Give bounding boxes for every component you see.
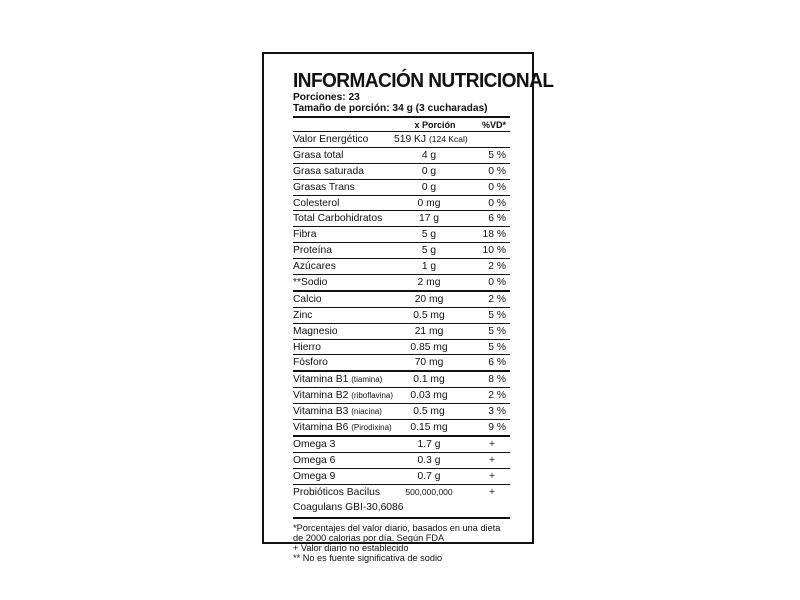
nutrient-name: [293, 227, 394, 243]
nutrient-dv: 18 %: [464, 227, 510, 243]
nutrient-table: [293, 131, 510, 516]
nutrient-row: [293, 307, 510, 323]
nutrient-note: (riboflavina): [351, 391, 394, 401]
nutrient-name-text: Proteína: [293, 245, 332, 257]
main-nutrient-rows: [293, 147, 510, 291]
nutrient-name-text: Fósforo: [293, 357, 328, 369]
energy-value: [394, 132, 510, 148]
nutrient-name: [293, 243, 394, 259]
nutrient-row: [293, 468, 510, 484]
nutrient-amount: 0.5 mg: [394, 307, 464, 323]
nutrient-amount: 5 g: [394, 227, 464, 243]
nutrient-dv: 0 %: [464, 195, 510, 211]
nutrient-dv: 2 %: [464, 259, 510, 275]
nutrient-name-text: Vitamina B1: [293, 374, 349, 386]
nutrient-name: [293, 388, 394, 404]
nutrient-row: [293, 355, 510, 371]
nutrient-row: [293, 147, 510, 163]
nutrient-dv: 2 %: [464, 291, 510, 307]
probiotic-name-1: Probióticos Bacilus: [293, 484, 394, 499]
nutrient-name-text: Fibra: [293, 229, 317, 241]
nutrient-amount: 4 g: [394, 147, 464, 163]
nutrient-dv: 3 %: [464, 404, 510, 420]
nutrient-amount: 0.3 g: [394, 452, 464, 468]
nutrient-name: [293, 468, 394, 484]
nutrient-dv: 5 %: [464, 323, 510, 339]
mineral-rows: [293, 291, 510, 371]
nutrient-name-text: Total Carbohidratos: [293, 213, 383, 225]
nutrient-amount: 5 g: [394, 243, 464, 259]
nutrient-amount: 70 mg: [394, 355, 464, 371]
nutrient-row: [293, 227, 510, 243]
servings-text: Porciones: 23: [293, 92, 360, 103]
nutrient-name-text: Hierro: [293, 341, 322, 353]
energy-row: [293, 132, 510, 148]
energy-name: Valor Energético: [293, 132, 394, 148]
nutrition-facts-label: [262, 52, 554, 564]
nutrient-dv: 5 %: [464, 147, 510, 163]
energy-kcal: (124 Kcal): [428, 133, 468, 144]
nutrient-name: [293, 436, 394, 452]
label-title: INFORMACIÓN NUTRICIONAL: [293, 69, 554, 92]
nutrient-row: [293, 179, 510, 195]
nutrient-row: [293, 259, 510, 275]
nutrient-name: [293, 211, 394, 227]
nutrient-note: (tiamina): [351, 375, 383, 385]
nutrient-dv: 6 %: [464, 211, 510, 227]
nutrient-name-text: Calcio: [293, 293, 322, 305]
nutrient-name-text: Azúcares: [293, 261, 336, 273]
nutrient-dv: 6 %: [464, 355, 510, 371]
nutrient-row: [293, 404, 510, 420]
probiotic-name-2: Coagulans GBI-30,6086: [293, 502, 404, 514]
nutrient-dv: 0 %: [464, 163, 510, 179]
nutrient-dv: +: [464, 436, 510, 452]
serving-size-text: Tamaño de porción: 34 g (3 cucharadas): [293, 103, 488, 114]
nutrient-row: [293, 388, 510, 404]
nutrient-row: [293, 163, 510, 179]
column-header: [293, 118, 510, 131]
nutrient-amount: 17 g: [394, 211, 464, 227]
col-portion-header: x Porción: [414, 119, 456, 130]
energy-kj: 519 KJ: [394, 133, 427, 145]
nutrient-name: [293, 179, 394, 195]
nutrient-name-text: **Sodio: [293, 276, 328, 288]
nutrient-name: [293, 307, 394, 323]
nutrient-dv: 0 %: [464, 275, 510, 291]
nutrient-row: [293, 436, 510, 452]
vitamin-rows: [293, 371, 510, 436]
nutrient-amount: 0.85 mg: [394, 339, 464, 355]
nutrient-name-text: Omega 3: [293, 438, 336, 450]
nutrient-amount: 1.7 g: [394, 436, 464, 452]
nutrient-amount: 0.03 mg: [394, 388, 464, 404]
nutrient-name: [293, 163, 394, 179]
nutrient-name-text: Magnesio: [293, 325, 338, 337]
nutrient-amount: 1 g: [394, 259, 464, 275]
nutrient-name: [293, 259, 394, 275]
nutrient-amount: 2 mg: [394, 275, 464, 291]
nutrient-amount: 0 g: [394, 179, 464, 195]
nutrient-amount: 0.1 mg: [394, 371, 464, 387]
nutrient-amount: 21 mg: [394, 323, 464, 339]
nutrient-note: (niacina): [351, 407, 382, 417]
footnote-3: ** No es fuente significativa de sodio: [293, 553, 443, 564]
nutrient-name-text: Vitamina B6: [293, 421, 349, 433]
nutrient-row: [293, 420, 510, 436]
nutrient-name: [293, 323, 394, 339]
nutrient-name: [293, 275, 394, 291]
nutrient-name-text: Vitamina B3: [293, 406, 349, 418]
nutrient-name: [293, 147, 394, 163]
nutrient-name: [293, 339, 394, 355]
col-dv-header: %VD*: [481, 119, 506, 130]
nutrient-row: [293, 452, 510, 468]
nutrient-name: [293, 291, 394, 307]
nutrient-amount: 0.5 mg: [394, 404, 464, 420]
nutrient-name-text: Zinc: [293, 309, 313, 321]
nutrient-amount: 20 mg: [394, 291, 464, 307]
nutrient-row: [293, 275, 510, 291]
footnote-2: + Valor diario no establecido: [293, 543, 409, 554]
nutrient-name: [293, 355, 394, 371]
nutrient-row: [293, 291, 510, 307]
nutrient-dv: 2 %: [464, 388, 510, 404]
nutrient-name-text: Colesterol: [293, 197, 340, 209]
probiotic-dv: +: [464, 484, 510, 499]
nutrient-amount: 0.7 g: [394, 468, 464, 484]
nutrient-name: [293, 420, 394, 436]
nutrient-amount: 0 mg: [394, 195, 464, 211]
nutrient-row: [293, 211, 510, 227]
nutrient-dv: 0 %: [464, 179, 510, 195]
nutrient-row: [293, 195, 510, 211]
nutrient-name: [293, 371, 394, 387]
omega-rows: [293, 436, 510, 484]
footnote-1: *Porcentajes del valor diario, basados en una dieta de 2000 calorias por día. Según FDA: [293, 523, 501, 544]
nutrient-row: [293, 323, 510, 339]
nutrient-name-text: Grasa total: [293, 149, 344, 161]
probiotic-amount: 500,000,000: [394, 484, 464, 499]
nutrient-name-text: Omega 6: [293, 454, 336, 466]
nutrient-dv: +: [464, 468, 510, 484]
nutrient-name-text: Vitamina B2: [293, 390, 349, 402]
nutrient-name-text: Omega 9: [293, 470, 336, 482]
nutrient-row: [293, 339, 510, 355]
nutrient-dv: 8 %: [464, 371, 510, 387]
probiotic-row-2: [293, 499, 510, 516]
probiotic-row: [293, 484, 510, 499]
nutrient-row: [293, 243, 510, 259]
nutrient-amount: 0.15 mg: [394, 420, 464, 436]
nutrient-dv: 5 %: [464, 339, 510, 355]
nutrient-name-text: Grasa saturada: [293, 165, 364, 177]
nutrient-dv: 5 %: [464, 307, 510, 323]
nutrient-dv: 9 %: [464, 420, 510, 436]
nutrient-name: [293, 452, 394, 468]
nutrient-name: [293, 195, 394, 211]
nutrient-name: [293, 404, 394, 420]
nutrient-row: [293, 371, 510, 387]
footnotes: [293, 517, 510, 563]
nutrient-name-text: Grasas Trans: [293, 181, 355, 193]
nutrient-amount: 0 g: [394, 163, 464, 179]
nutrient-dv: 10 %: [464, 243, 510, 259]
nutrient-note: (Pirodixina): [351, 422, 392, 432]
nutrient-dv: +: [464, 452, 510, 468]
